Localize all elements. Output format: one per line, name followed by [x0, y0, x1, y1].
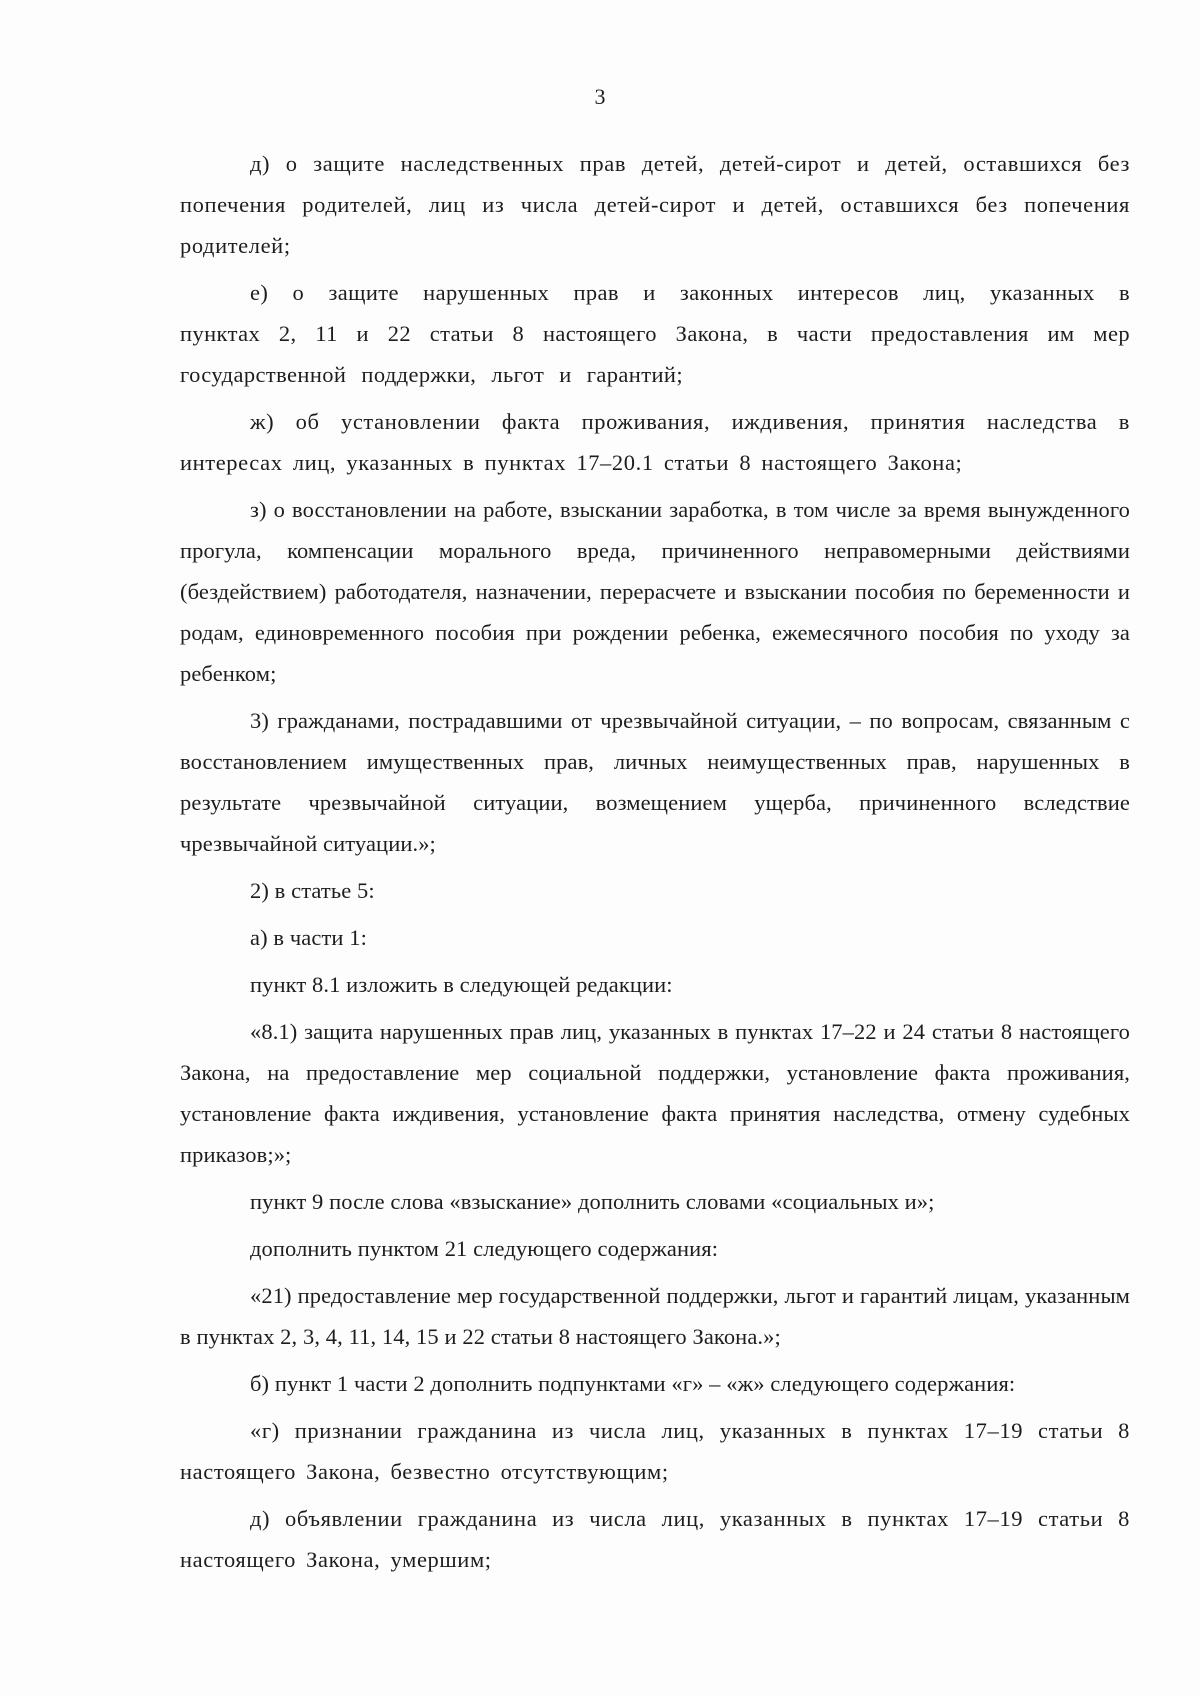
- paragraph-d-declared-dead: д) объявлении гражданина из числа лиц, указанных в пунктах 17–19 статьи 8 настоящего Закона, умершим;: [180, 1506, 1130, 1572]
- paragraph-article-5: 2) в статье 5:: [250, 878, 375, 903]
- paragraph-part-1: а) в части 1:: [250, 925, 367, 950]
- paragraph-part-2-amendment: б) пункт 1 части 2 дополнить подпунктами «г» – «ж» следующего содержания:: [250, 1371, 1016, 1396]
- paragraph-item-8-1-intro: пункт 8.1 изложить в следующей редакции:: [250, 972, 673, 997]
- paragraph-item-21-text: «21) предоставление мер государственной поддержки, льгот и гарантий лицам, указанным в пунктах 2, 3, 4, 11, 14, 15 и 22 статьи 8 настоящего Закона.»;: [180, 1283, 1130, 1349]
- document-body: [180, 143, 1130, 1586]
- paragraph-item-8-1-text: «8.1) защита нарушенных прав лиц, указанных в пунктах 17–22 и 24 статьи 8 настоящего Закона, на предоставление мер социальной поддержки, установление факта проживания, установление факта иждивения, установление факта принятия наследства, отмену судебных приказов;»;: [180, 1019, 1130, 1167]
- paragraph-g-missing-person: «г) признании гражданина из числа лиц, указанных в пунктах 17–19 статьи 8 настоящего Закона, безвестно отсутствующим;: [180, 1418, 1130, 1484]
- paragraph-z-reinstatement: з) о восстановлении на работе, взыскании заработка, в том числе за время вынужденного прогула, компенсации морального вреда, причиненного неправомерными действиями (бездействием) работодателя, назначении, перерасчете и взыскании пособия по беременности и родам, единовременного пособия при рождении ребенка, ежемесячного пособия по уходу за ребенком;: [180, 497, 1130, 686]
- paragraph-3-emergency-victims: 3) гражданами, пострадавшими от чрезвычайной ситуации, – по вопросам, связанным с восстановлением имущественных прав, личных неимущественных прав, нарушенных в результате чрезвычайной ситуации, возмещением ущерба, причиненного вследствие чрезвычайной ситуации.»;: [180, 708, 1130, 856]
- paragraph-e-violated-rights: е) о защите нарушенных прав и законных интересов лиц, указанных в пунктах 2, 11 и 22 статьи 8 настоящего Закона, в части предоставления им мер государственной поддержки, льгот и гарантий;: [180, 280, 1130, 387]
- paragraph-item-21-intro: дополнить пунктом 21 следующего содержания:: [250, 1236, 719, 1261]
- paragraph-zh-fact-establishment: ж) об установлении факта проживания, иждивения, принятия наследства в интересах лиц, указанных в пунктах 17–20.1 статьи 8 настоящего Закона;: [180, 409, 1130, 475]
- paragraph-d-inheritance-rights: д) о защите наследственных прав детей, детей-сирот и детей, оставшихся без попечения родителей, лиц из числа детей-сирот и детей, оставшихся без попечения родителей;: [180, 151, 1130, 258]
- page-number: 3: [594, 84, 606, 109]
- paragraph-item-9: пункт 9 после слова «взыскание» дополнить словами «социальных и»;: [250, 1189, 935, 1214]
